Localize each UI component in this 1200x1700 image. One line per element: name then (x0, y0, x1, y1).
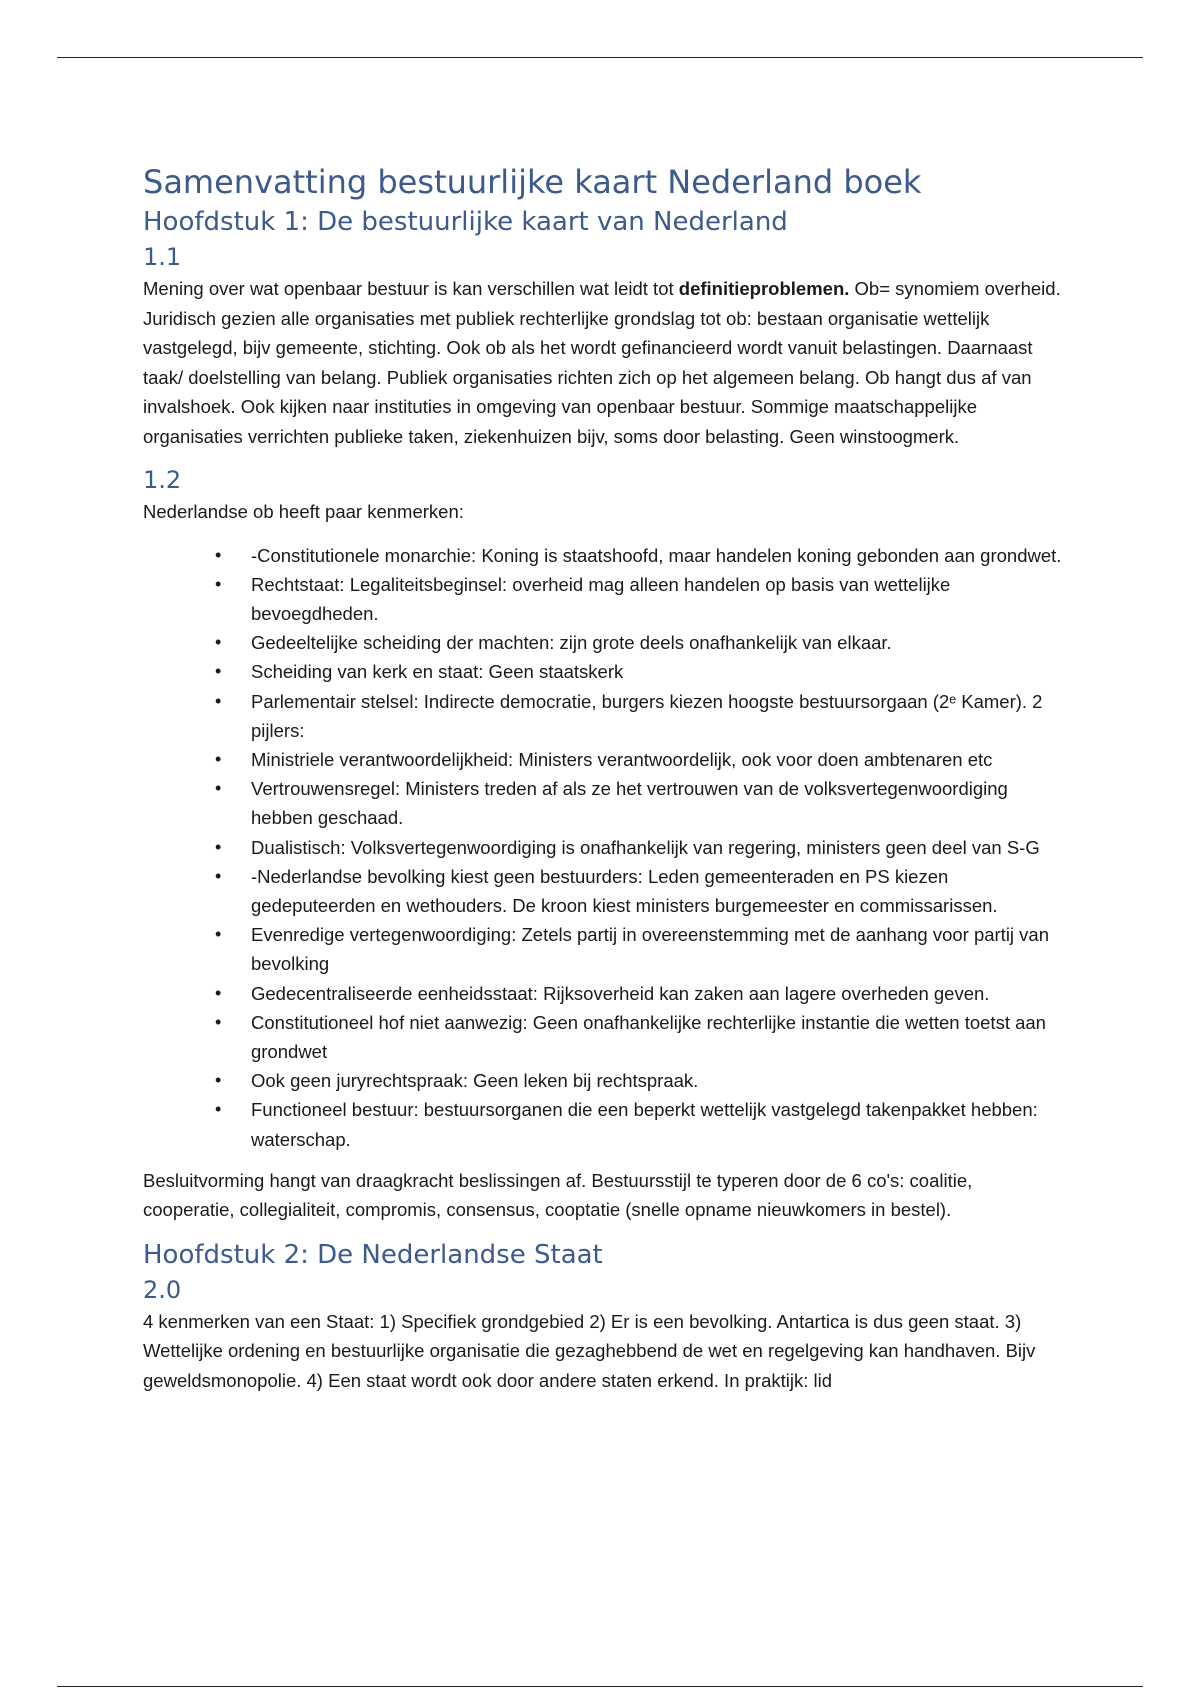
paragraph-text-end: Ob= synomiem overheid. Juridisch gezien alle organisaties met publiek rechterlijke grondslag tot ob: bestaan organisatie wettelijk vastgelegd, bijv gemeente, stichting. Ook ob als het wordt gefinancieerd wordt vanuit belastingen. Daarnaast taak/ doelstelling van belang. Publiek organisaties richten zich op het algemeen belang. Ob hangt dus af van invalshoek. Ook kijken naar instituties in omgeving van openbaar bestuur. Sommige maatschappelijke organisaties verrichten publieke taken, ziekenhuizen bijv, soms door belasting. Geen winstoogmerk. (143, 278, 1061, 447)
document-title: Samenvatting bestuurlijke kaart Nederland boek (143, 163, 922, 201)
list-item: • Dualistisch: Volksvertegenwoordiging is onafhankelijk van regering, ministers geen deel van S-G (251, 833, 1063, 862)
footer-rule (57, 1686, 1143, 1687)
list-item: • Ministriele verantwoordelijkheid: Ministers verantwoordelijk, ook voor doen ambtenaren etc (251, 745, 1063, 774)
section-2-0-heading: 2.0 (143, 1275, 182, 1304)
chapter-1-heading: Hoofdstuk 1: De bestuurlijke kaart van Nederland (143, 207, 788, 237)
document-body (143, 160, 1063, 1395)
list-item: • Gedecentraliseerde eenheidsstaat: Rijksoverheid kan zaken aan lagere overheden geven. (251, 979, 1063, 1008)
list-item: • Scheiding van kerk en staat: Geen staatskerk (251, 657, 1063, 686)
list-item: • -Constitutionele monarchie: Koning is staatshoofd, maar handelen koning gebonden aan grondwet. (251, 541, 1063, 570)
kenmerken-list (143, 541, 1063, 1154)
list-item: • Vertrouwensregel: Ministers treden af als ze het vertrouwen van de volksvertegenwoordiging hebben geschaad. (251, 774, 1063, 832)
list-item: • -Nederlandse bevolking kiest geen bestuurders: Leden gemeenteraden en PS kiezen gedeputeerden en wethouders. De kroon kiest ministers burgemeester en commissarissen. (251, 862, 1063, 920)
list-item: • Parlementair stelsel: Indirecte democratie, burgers kiezen hoogste bestuursorgaan (2ᵉ Kamer). 2 pijlers: (251, 687, 1063, 745)
section-1-2-heading: 1.2 (143, 466, 182, 494)
section-1-2-closing: Besluitvorming hangt van draagkracht beslissingen af. Bestuursstijl te typeren door de 6 co's: coalitie, cooperatie, collegialiteit, compromis, consensus, cooptatie (snelle opname nieuwkomers in bestel). (143, 1169, 973, 1221)
section-1-1-heading: 1.1 (143, 243, 182, 271)
chapter-2-heading: Hoofdstuk 2: De Nederlandse Staat (143, 1239, 603, 1270)
section-2-0-paragraph: 4 kenmerken van een Staat: 1) Specifiek grondgebied 2) Er is een bevolking. Antartica is dus geen staat. 3) Wettelijke ordening en bestuurlijke organisatie die gezaghebbend de wet en regelgeving kan handhaven. Bijv geweldsmonopolie. 4) Een staat wordt ook door andere staten erkend. In praktijk: lid (143, 1310, 1036, 1391)
list-item: • Rechtstaat: Legaliteitsbeginsel: overheid mag alleen handelen op basis van wettelijke bevoegdheden. (251, 570, 1063, 628)
list-item: • Ook geen juryrechtspraak: Geen leken bij rechtspraak. (251, 1066, 1063, 1095)
section-1-1-paragraph (143, 274, 1063, 451)
list-item: • Evenredige vertegenwoordiging: Zetels partij in overeenstemming met de aanhang voor partij van bevolking (251, 920, 1063, 978)
header-rule (57, 57, 1143, 58)
section-1-2-intro: Nederlandse ob heeft paar kenmerken: (143, 501, 464, 522)
paragraph-text-start: Mening over wat openbaar bestuur is kan verschillen wat leidt tot (143, 278, 679, 299)
list-item: • Constitutioneel hof niet aanwezig: Geen onafhankelijke rechterlijke instantie die wetten toetst aan grondwet (251, 1008, 1063, 1066)
list-item: • Gedeeltelijke scheiding der machten: zijn grote deels onafhankelijk van elkaar. (251, 628, 1063, 657)
list-item: • Functioneel bestuur: bestuursorganen die een beperkt wettelijk vastgelegd takenpakket hebben: waterschap. (251, 1095, 1063, 1153)
bold-term: definitieproblemen. (678, 278, 850, 299)
